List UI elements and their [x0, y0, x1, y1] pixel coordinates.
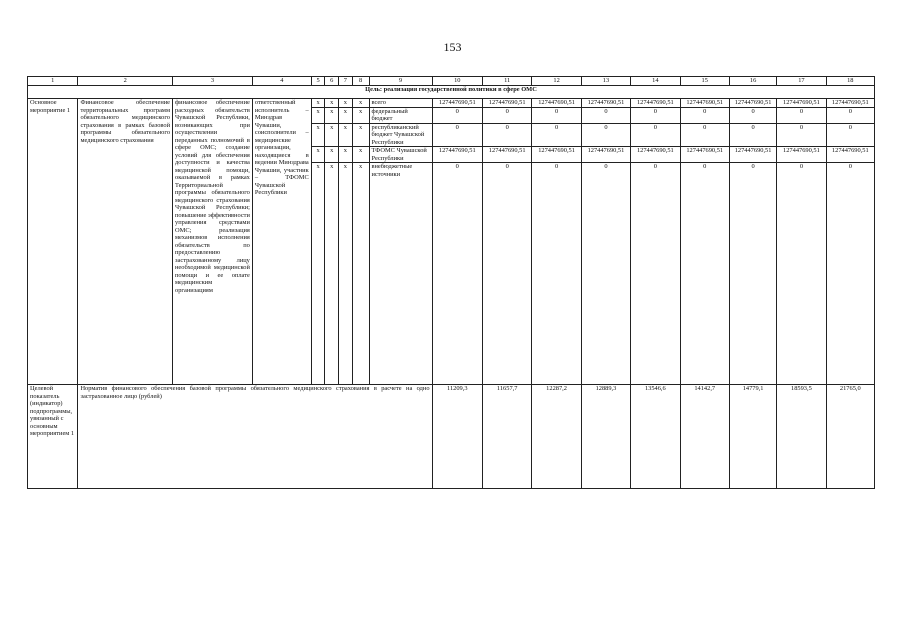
col-number: 3: [173, 77, 253, 86]
budget-code: x: [325, 99, 339, 108]
indicator-name: Целевой показатель (индикатор) подпрограммы, увязанный с основным мероприятием 1: [28, 385, 78, 489]
value-cell: 0: [826, 107, 874, 123]
budget-code: x: [339, 107, 353, 123]
funding-source: ТФОМС Чувашской Республики: [369, 147, 432, 163]
budget-code: x: [311, 147, 325, 163]
value-cell: 0: [826, 163, 874, 385]
indicator-row: [28, 385, 875, 489]
event-title: Финансовое обеспечение территориальных программ обязательного медицинского страхования в рамках базовой программы обязательного медицинского страхования: [78, 99, 173, 385]
value-cell: 0: [482, 123, 531, 147]
col-number: 16: [729, 77, 776, 86]
value-cell: 0: [777, 163, 826, 385]
funding-source: всего: [369, 99, 432, 108]
value-cell: 0: [532, 123, 581, 147]
col-number: 5: [311, 77, 325, 86]
budget-code: x: [339, 123, 353, 147]
value-cell: 0: [631, 123, 680, 147]
value-cell: 127447690,51: [581, 147, 630, 163]
goal-text: Цель: реализация государственной политики в сфере ОМС: [28, 86, 875, 99]
col-number: 12: [532, 77, 581, 86]
value-cell: 127447690,51: [826, 99, 874, 108]
budget-code: x: [352, 163, 369, 385]
value-cell: 0: [631, 163, 680, 385]
col-number: 9: [369, 77, 432, 86]
value-cell: 11209,3: [432, 385, 482, 489]
value-cell: 12889,3: [581, 385, 630, 489]
col-number: 14: [631, 77, 680, 86]
page-number: 153: [443, 40, 462, 54]
col-number: 6: [325, 77, 339, 86]
value-cell: 11657,7: [482, 385, 531, 489]
value-cell: 13546,6: [631, 385, 680, 489]
value-cell: 127447690,51: [631, 99, 680, 108]
col-number: 8: [352, 77, 369, 86]
budget-code: x: [352, 147, 369, 163]
budget-code: x: [352, 107, 369, 123]
value-cell: 0: [581, 123, 630, 147]
value-cell: 0: [432, 163, 482, 385]
funding-source: республиканский бюджет Чувашской Республики: [369, 123, 432, 147]
col-number: 10: [432, 77, 482, 86]
funding-source: федеральный бюджет: [369, 107, 432, 123]
value-cell: 14779,1: [729, 385, 776, 489]
event-description: финансовое обеспечение расходных обязательств Чувашской Республики, возникающих при осуществлении переданных полномочий в сфере ОМС; создание условий для обеспечения доступности и качества медицинской помощи, оказываемой в рамках Территориальной программы обязательного медицинского страхования Чувашской Республики; повышение эффективности управления средствами ОМС; реализация механизмов исполнения обязательств по предоставлению застрахованному лицу необходимой медицинской помощи и ее оплате медицинским организациям: [173, 99, 253, 385]
table-row: [28, 99, 875, 108]
value-cell: 127447690,51: [729, 147, 776, 163]
col-number: 7: [339, 77, 353, 86]
value-cell: 127447690,51: [680, 99, 729, 108]
col-number: 2: [78, 77, 173, 86]
event-executors: ответственный исполнитель – Минздрав Чувашии, соисполнители – медицинские организации, находящиеся в ведении Минздрава Чувашии, участник – ТФОМС Чувашской Республики: [252, 99, 311, 385]
col-number: 13: [581, 77, 630, 86]
value-cell: 0: [482, 163, 531, 385]
value-cell: 127447690,51: [631, 147, 680, 163]
event-name: Основное мероприятие 1: [28, 99, 78, 385]
budget-code: x: [311, 99, 325, 108]
budget-code: x: [352, 123, 369, 147]
value-cell: 0: [729, 163, 776, 385]
value-cell: 0: [482, 107, 531, 123]
value-cell: 18593,5: [777, 385, 826, 489]
col-number: 18: [826, 77, 874, 86]
value-cell: 0: [729, 107, 776, 123]
value-cell: 0: [680, 163, 729, 385]
value-cell: 127447690,51: [432, 147, 482, 163]
value-cell: 127447690,51: [581, 99, 630, 108]
value-cell: 0: [581, 163, 630, 385]
budget-code: x: [325, 123, 339, 147]
budget-code: x: [339, 147, 353, 163]
value-cell: 127447690,51: [729, 99, 776, 108]
budget-code: x: [352, 99, 369, 108]
budget-code: x: [325, 107, 339, 123]
value-cell: 0: [581, 107, 630, 123]
value-cell: 0: [826, 123, 874, 147]
value-cell: 0: [680, 107, 729, 123]
col-number: 1: [28, 77, 78, 86]
indicator-text: Норматив финансового обеспечения базовой программы обязательного медицинского страхования в расчете на одно застрахованное лицо (рублей): [78, 385, 432, 489]
value-cell: 0: [777, 123, 826, 147]
budget-code: x: [311, 107, 325, 123]
value-cell: 0: [532, 107, 581, 123]
goal-row: [28, 86, 875, 99]
value-cell: 127447690,51: [532, 147, 581, 163]
value-cell: 0: [631, 107, 680, 123]
budget-code: x: [325, 163, 339, 385]
value-cell: 21765,0: [826, 385, 874, 489]
col-number: 4: [252, 77, 311, 86]
budget-code: x: [325, 147, 339, 163]
value-cell: 127447690,51: [482, 147, 531, 163]
value-cell: 127447690,51: [680, 147, 729, 163]
budget-code: x: [311, 163, 325, 385]
value-cell: 14142,7: [680, 385, 729, 489]
budget-code: x: [339, 163, 353, 385]
value-cell: 12287,2: [532, 385, 581, 489]
value-cell: 0: [432, 123, 482, 147]
value-cell: 127447690,51: [777, 147, 826, 163]
value-cell: 0: [777, 107, 826, 123]
value-cell: 0: [532, 163, 581, 385]
value-cell: 127447690,51: [432, 99, 482, 108]
value-cell: 127447690,51: [777, 99, 826, 108]
column-number-row: [28, 77, 875, 86]
col-number: 15: [680, 77, 729, 86]
value-cell: 127447690,51: [482, 99, 531, 108]
funding-source: внебюджетные источники: [369, 163, 432, 385]
value-cell: 0: [432, 107, 482, 123]
value-cell: 0: [680, 123, 729, 147]
col-number: 17: [777, 77, 826, 86]
value-cell: 127447690,51: [826, 147, 874, 163]
col-number: 11: [482, 77, 531, 86]
value-cell: 0: [729, 123, 776, 147]
budget-code: x: [311, 123, 325, 147]
value-cell: 127447690,51: [532, 99, 581, 108]
program-table: [27, 76, 875, 489]
budget-code: x: [339, 99, 353, 108]
